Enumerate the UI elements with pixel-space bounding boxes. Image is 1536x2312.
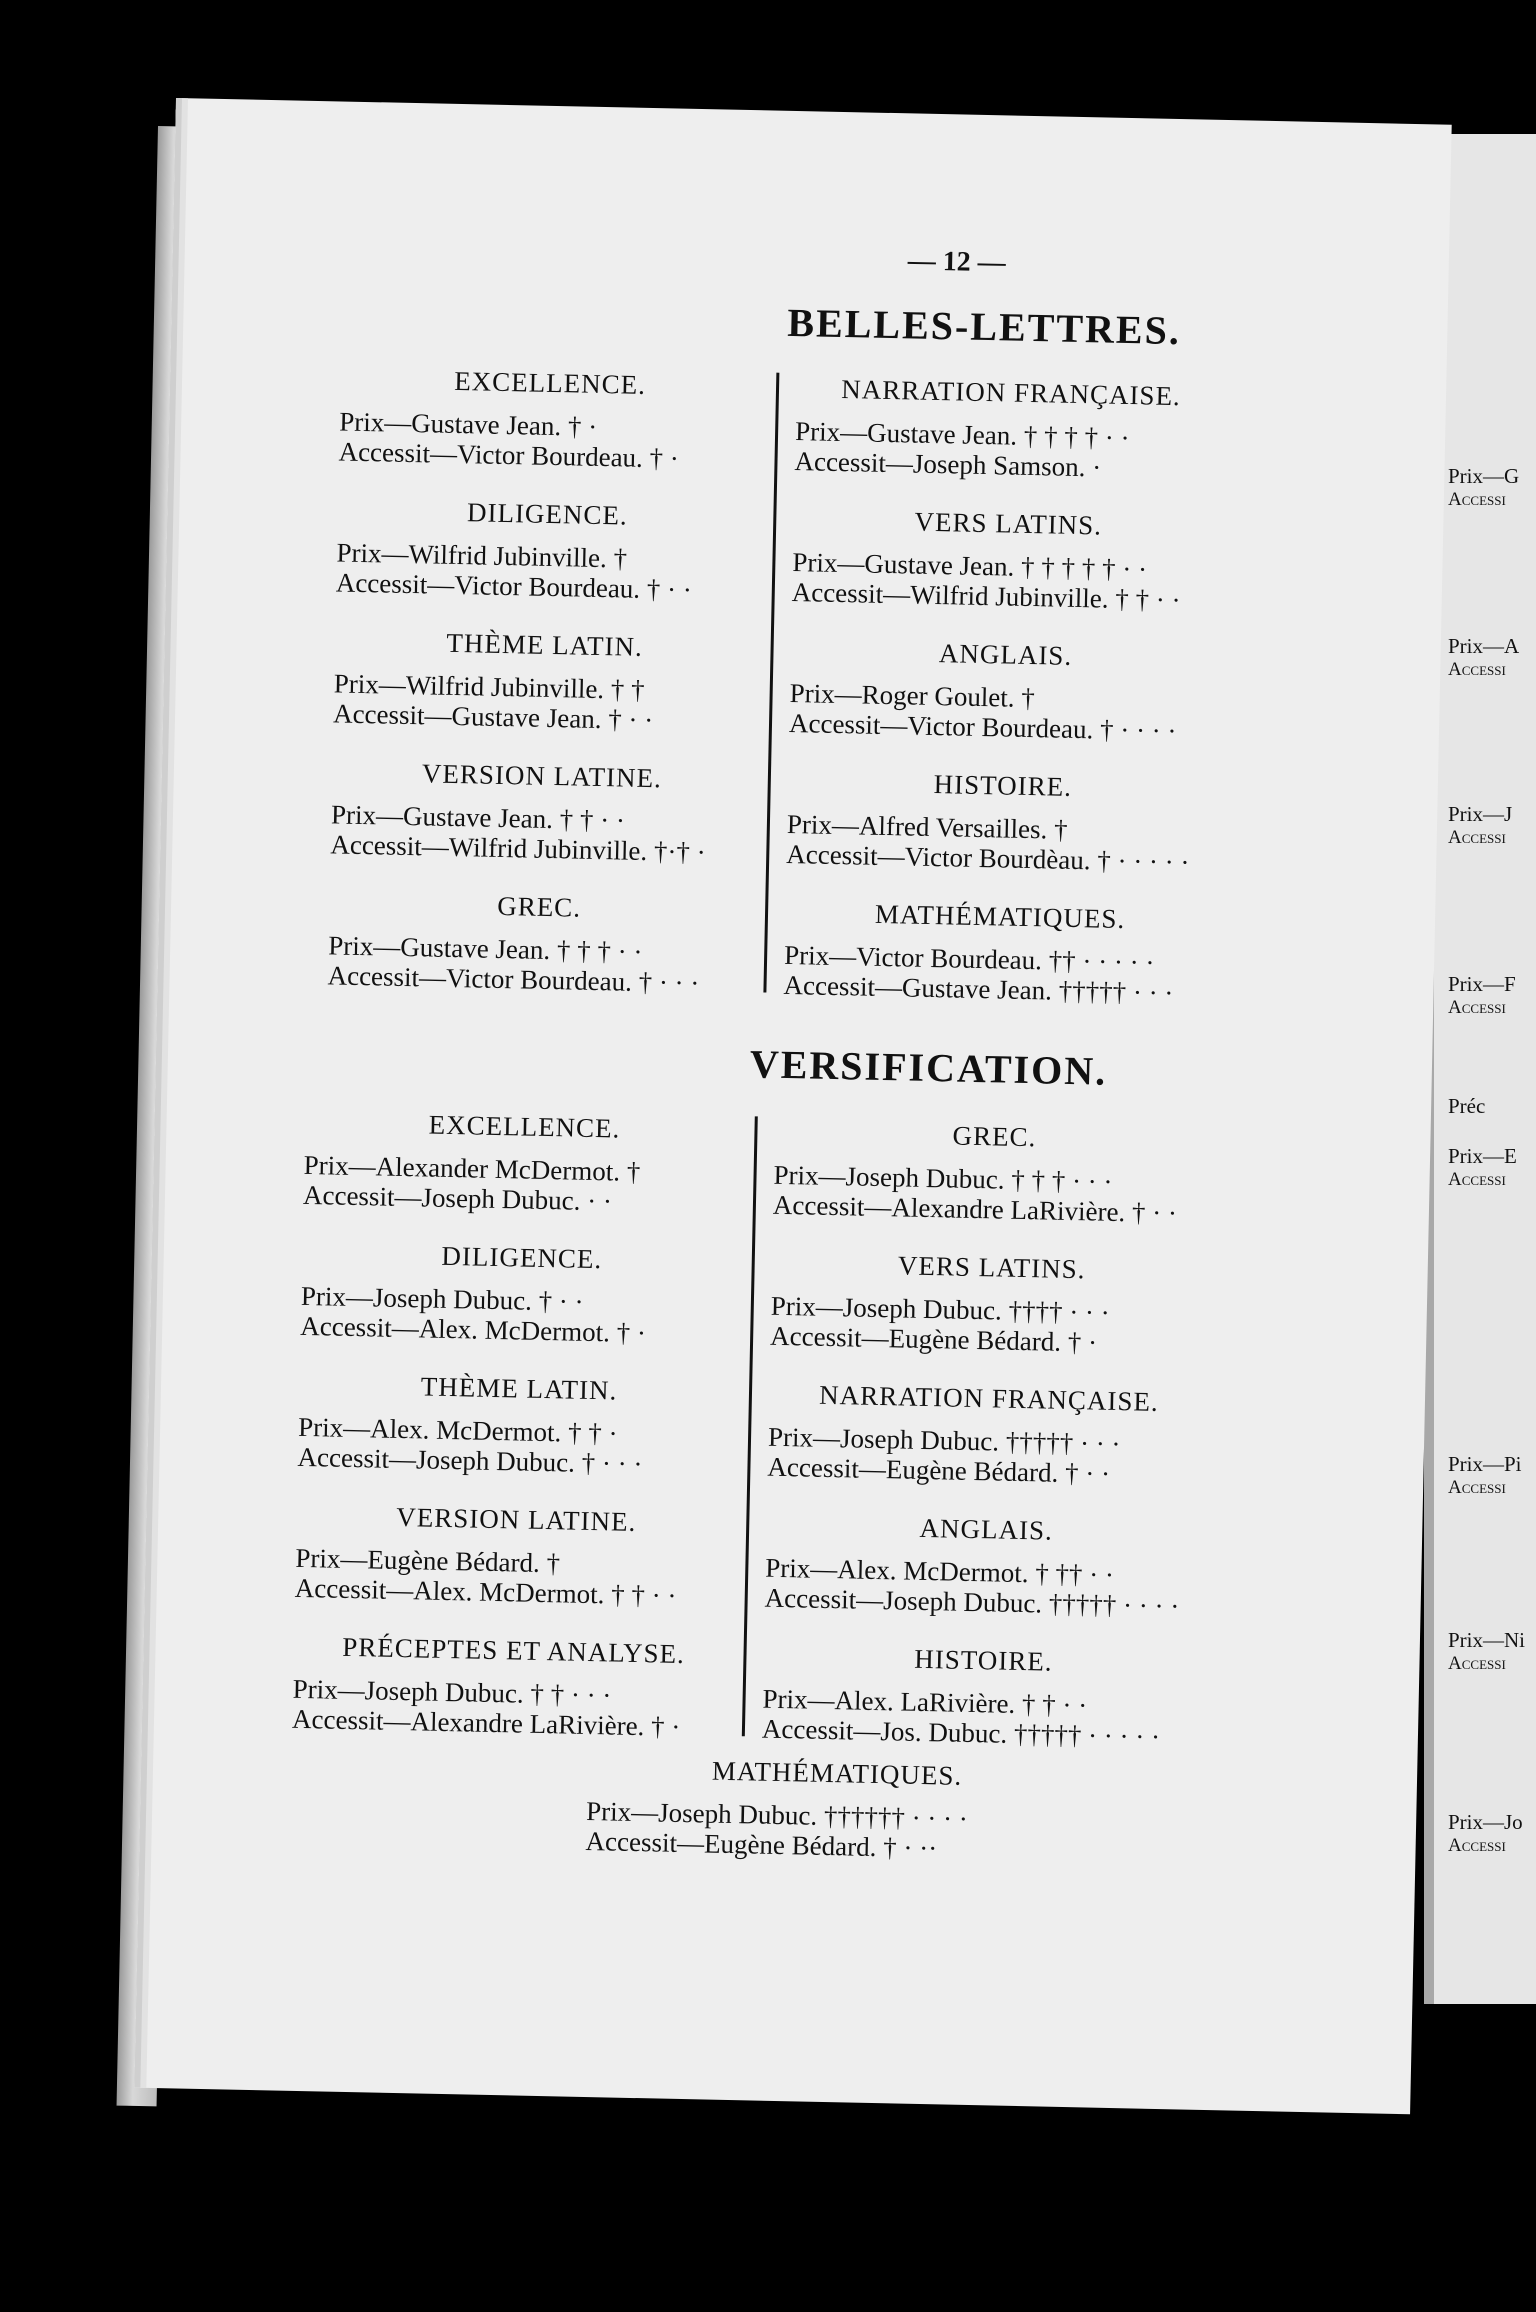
award-block: [303, 1107, 745, 1219]
next-page-fragment: Prix—E Accessi: [1448, 1144, 1517, 1190]
versification-mathematiques: [585, 1753, 1088, 1894]
subject-heading: HISTOIRE.: [933, 769, 1073, 802]
subject-heading: EXCELLENCE.: [453, 365, 647, 400]
prix-entry: Prix—Gustave Jean. † ·: [338, 406, 598, 442]
versification-right-column: [761, 1117, 1215, 1781]
accessit-entry: Accessit—Victor Bourdeau. † · · ·: [327, 960, 700, 999]
next-page-fragment: Prix—A Accessi: [1448, 634, 1520, 680]
column-divider: [763, 373, 779, 993]
prix-entry: Prix—Joseph Dubuc. †††††† · · · ·: [585, 1795, 969, 1834]
award-block: [783, 897, 1215, 1009]
next-page-fragment: Préc: [1448, 1094, 1486, 1118]
subject-heading: THÈME LATIN.: [446, 627, 644, 662]
prix-entry: Prix—Gustave Jean. † † † † · ·: [794, 416, 1130, 454]
subject-heading: DILIGENCE.: [466, 497, 629, 531]
award-block: [295, 1500, 737, 1612]
subject-heading: VERSION LATINE.: [421, 758, 663, 794]
prix-entry: Prix—Alex. McDermot. † † ·: [297, 1411, 618, 1449]
prix-entry: Prix—Gustave Jean. † † † † † · ·: [792, 547, 1148, 585]
award-block: [773, 1117, 1215, 1229]
prix-entry: Prix—Joseph Dubuc. † † · · ·: [292, 1673, 612, 1711]
section-title-belles-lettres: BELLES-LETTRES.: [786, 299, 1182, 354]
page-content: [134, 98, 1451, 2114]
award-block: [767, 1379, 1209, 1491]
subject-heading: PRÉCEPTES ET ANALYSE.: [341, 1631, 686, 1669]
accessit-entry: Accessit—Jos. Dubuc. ††††† · · · · ·: [761, 1713, 1161, 1752]
prix-entry: Prix—Gustave Jean. † † · ·: [330, 799, 626, 836]
next-page-fragment: Prix—G Accessi: [1448, 464, 1520, 510]
next-page-fragment: Prix—J Accessi: [1448, 802, 1513, 848]
prix-entry: Prix—Wilfrid Jubinville. † †: [333, 668, 645, 705]
award-block: [297, 1369, 739, 1481]
subject-heading: GREC.: [952, 1120, 1037, 1153]
prix-entry: Prix—Joseph Dubuc. †††† · · ·: [770, 1290, 1111, 1328]
subject-heading: NARRATION FRANÇAISE.: [818, 1379, 1159, 1417]
subject-heading: THÈME LATIN.: [420, 1371, 618, 1406]
subject-heading: MATHÉMATIQUES.: [711, 1755, 963, 1791]
subject-heading: HISTOIRE.: [914, 1643, 1053, 1677]
subject-heading: VERS LATINS.: [897, 1250, 1086, 1285]
award-block: [336, 494, 758, 606]
subject-heading: VERSION LATINE.: [396, 1501, 637, 1537]
subject-heading: MATHÉMATIQUES.: [874, 898, 1126, 935]
subject-heading: EXCELLENCE.: [428, 1109, 621, 1144]
next-page-fragment: Prix—F Accessi: [1448, 972, 1516, 1018]
prix-entry: Prix—Joseph Dubuc. † · ·: [300, 1280, 584, 1317]
award-block: [789, 635, 1221, 747]
accessit-entry: Accessit—Gustave Jean. ††††† · · ·: [783, 969, 1174, 1009]
accessit-entry: Accessit—Eugène Bédard. † · ··: [585, 1825, 938, 1864]
award-block: [791, 504, 1223, 616]
page-number: — 12 —: [907, 245, 1007, 279]
award-block: [794, 373, 1226, 485]
accessit-entry: Accessit—Alex. McDermot. † † · ·: [294, 1572, 677, 1611]
award-block: [770, 1248, 1212, 1360]
prix-entry: Prix—Joseph Dubuc. † † † · · ·: [773, 1159, 1113, 1197]
accessit-entry: Accessit—Victor Bourdeau. † · · · ·: [788, 707, 1177, 747]
award-block: [338, 364, 760, 476]
prix-entry: Prix—Alfred Versailles. †: [786, 808, 1068, 845]
prix-entry: Prix—Gustave Jean. † † † · ·: [327, 930, 643, 967]
award-block: [330, 756, 752, 868]
prix-entry: Prix—Eugène Bédard. †: [295, 1542, 561, 1579]
accessit-entry: Accessit—Gustave Jean. † · ·: [332, 698, 654, 736]
section-title-versification: VERSIFICATION.: [749, 1041, 1108, 1094]
versification-left-column: [291, 1107, 745, 1771]
belles-lettres-right-column: [783, 373, 1227, 1037]
prix-entry: Prix—Alex. LaRivière. † † · ·: [762, 1683, 1088, 1721]
subject-heading: GREC.: [496, 890, 582, 923]
subject-heading: ANGLAIS.: [919, 1512, 1054, 1546]
award-block: [333, 625, 755, 737]
award-block: [585, 1753, 1087, 1866]
award-block: [764, 1510, 1206, 1622]
subject-heading: ANGLAIS.: [938, 638, 1073, 671]
award-block: [762, 1641, 1204, 1753]
next-page-fragment: Prix—Jo Accessi: [1448, 1810, 1523, 1856]
accessit-entry: Accessit—Wilfrid Jubinville. †·† ·: [330, 829, 706, 868]
accessit-entry: Accessit—Joseph Dubuc. † · · ·: [297, 1441, 643, 1480]
award-block: [300, 1238, 742, 1350]
prix-entry: Prix—Roger Goulet. †: [789, 677, 1036, 714]
award-block: [292, 1631, 734, 1743]
accessit-entry: Accessit—Victor Bourdeau. † ·: [338, 436, 680, 474]
column-divider: [742, 1116, 758, 1736]
prix-entry: Prix—Victor Bourdeau. †† · · · · ·: [783, 939, 1155, 978]
accessit-entry: Accessit—Joseph Dubuc. · ·: [302, 1179, 613, 1217]
prix-entry: Prix—Alex. McDermot. † †† · ·: [765, 1552, 1115, 1590]
accessit-entry: Accessit—Alexandre LaRivière. † ·: [291, 1703, 681, 1742]
prix-entry: Prix—Wilfrid Jubinville. †: [336, 537, 628, 574]
subject-heading: DILIGENCE.: [441, 1240, 603, 1275]
accessit-entry: Accessit—Victor Bourdeau. † · ·: [335, 567, 693, 605]
award-block: [327, 887, 749, 999]
belles-lettres-left-column: [327, 364, 761, 1028]
accessit-entry: Accessit—Joseph Samson. ·: [794, 446, 1102, 483]
document-page: [134, 98, 1451, 2114]
next-page-fragment: Prix—Pi Accessi: [1448, 1452, 1522, 1498]
prix-entry: Prix—Alexander McDermot. †: [303, 1149, 641, 1187]
accessit-entry: Accessit—Eugène Bédard. † ·: [769, 1320, 1098, 1358]
accessit-entry: Accessit—Eugène Bédard. † · ·: [767, 1451, 1111, 1489]
accessit-entry: Accessit—Alex. McDermot. † ·: [299, 1310, 647, 1349]
accessit-entry: Accessit—Alexandre LaRivière. † · ·: [772, 1189, 1178, 1229]
accessit-entry: Accessit—Joseph Dubuc. ††††† · · · ·: [764, 1582, 1180, 1622]
next-page-fragment: Prix—Ni Accessi: [1448, 1628, 1526, 1674]
subject-heading: NARRATION FRANÇAISE.: [840, 373, 1182, 412]
accessit-entry: Accessit—Victor Bourdèau. † · · · · ·: [785, 838, 1190, 878]
accessit-entry: Accessit—Wilfrid Jubinville. † † · ·: [791, 577, 1181, 616]
award-block: [786, 766, 1218, 878]
prix-entry: Prix—Joseph Dubuc. ††††† · · ·: [767, 1421, 1121, 1460]
subject-heading: VERS LATINS.: [914, 506, 1103, 541]
